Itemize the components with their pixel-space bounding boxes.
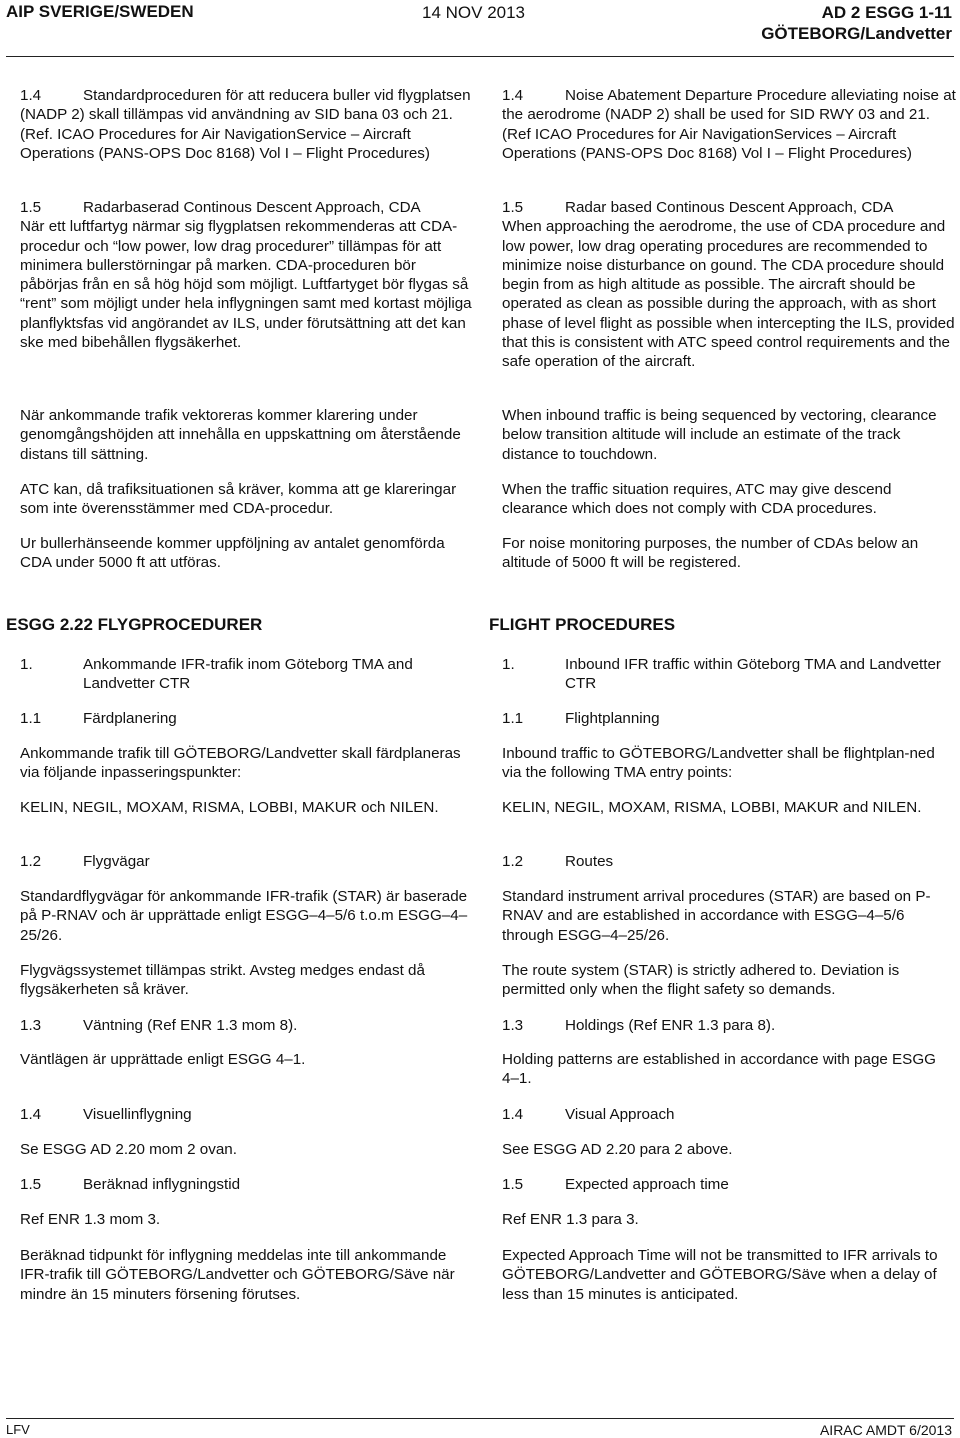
paragraph-ref-en: Ref ENR 1.3 para 3.: [502, 1211, 639, 1228]
paragraph-star-en: Standard instrument arrival procedures (STAR) are based on P-RNAV and are established in accordance with ESGG–4–5/6 through ESGG–4–25/26.: [502, 888, 931, 944]
paragraph-1-4-sv: 1.4 Standardproceduren för att reducera buller vid flygplatsen (NADP 2) skall tillämpas vid användning av SID bana 03 och 21.(Ref. ICAO Procedures for Air NavigationService – Aircraft Operations (PANS-OPS Doc 8168) Vol I – Flight Procedures): [20, 87, 471, 162]
paragraph-ref-sv: Ref ENR 1.3 mom 3.: [20, 1211, 161, 1228]
paragraph-1-5-body-sv: När ett luftfartyg närmar sig flygplatsen rekommenderas att CDA-procedur och “low power, low drag procedurer” tillämpas för att minimera bullerstörningar på marken. CDA-proceduren bör påbörjas från en så hög höjd som möjligt. Luftfartyget bör flygas så “rent” som möjligt under hela inflygningen samt med kortast möjliga planflyktsfas vid angörandet av ILS, under förutsättning att det kan ske med bibehållen flygsäkerhet.: [20, 218, 472, 352]
paragraph-vector-en: When inbound traffic is being sequenced by vectoring, clearance below transition altitude will include an estimate of the track distance to touchdown.: [502, 407, 937, 463]
paragraph-eat-en: Expected Approach Time will not be transmitted to IFR arrivals to GÖTEBORG/Landvetter and GÖTEBORG/Säve when a delay of less than 15 minutes is anticipated.: [502, 1247, 938, 1303]
publication-date: 14 NOV 2013: [422, 3, 526, 22]
paragraph-entry-points-sv: KELIN, NEGIL, MOXAM, RISMA, LOBBI, MAKUR och NILEN.: [20, 799, 439, 816]
swedish-section-1-4: [20, 86, 475, 163]
paragraph-strict-sv: Flygvägssystemet tillämpas strikt. Avsteg medges endast då flygsäkerheten så kräver.: [20, 962, 425, 999]
paragraph-noise-sv: Ur bullerhänseende kommer uppföljning av antalet genomförda CDA under 5000 ft att utföras.: [20, 535, 445, 572]
paragraph-visual-sv: Se ESGG AD 2.20 mom 2 ovan.: [20, 1141, 237, 1158]
section-heading-en: FLIGHT PROCEDURES: [489, 615, 676, 634]
paragraph-flightplan-en: Inbound traffic to GÖTEBORG/Landvetter shall be flightplan-ned via the following TMA entry points:: [502, 745, 935, 782]
paragraph-visual-en: See ESGG AD 2.20 para 2 above.: [502, 1141, 733, 1158]
item-1-sv: 1. Ankommande IFR-trafik inom Göteborg TMA and Landvetter CTR: [20, 656, 413, 693]
page-identifier: [761, 2, 952, 44]
publisher-name: LFV: [6, 1422, 30, 1437]
footer-divider: [6, 1418, 954, 1419]
item-1-1-sv: 1.1 Färdplanering: [20, 710, 177, 727]
item-1-5-sv: 1.5 Beräknad inflygningstid: [20, 1176, 241, 1193]
paragraph-atc-sv: ATC kan, då trafiksituationen så kräver, komma att ge klareringar som inte överensstämmer med CDA-procedur.: [20, 481, 457, 518]
item-1-4-sv: 1.4 Visuellinflygning: [20, 1106, 192, 1123]
paragraph-star-sv: Standardflygvägar för ankommande IFR-trafik (STAR) är baserade på P-RNAV och är upprättade enligt ESGG–4–5/6 t.o.m ESGG–4–25/26.: [20, 888, 468, 944]
page-number: AD 2 ESGG 1-11: [821, 3, 952, 22]
paragraph-holding-en: Holding patterns are established in accordance with page ESGG 4–1.: [502, 1051, 936, 1088]
paragraph-1-5-title-en: 1.5 Radar based Continous Descent Approach, CDA: [502, 199, 894, 216]
paragraph-strict-en: The route system (STAR) is strictly adhered to. Deviation is permitted only when the flight safety so demands.: [502, 962, 900, 999]
item-1-1-en: 1.1 Flightplanning: [502, 710, 660, 727]
header-divider: [6, 56, 954, 57]
page-header: [0, 0, 960, 60]
aerodrome-name: GÖTEBORG/Landvetter: [761, 24, 952, 43]
publication-title: AIP SVERIGE/SWEDEN: [6, 2, 194, 21]
paragraph-noise-en: For noise monitoring purposes, the number of CDAs below an altitude of 5000 ft will be registered.: [502, 535, 919, 572]
english-section-1-4: [502, 86, 957, 163]
section-heading-sv: ESGG 2.22 FLYGPROCEDURER: [6, 615, 263, 634]
paragraph-1-5-body-en: When approaching the aerodrome, the use of CDA procedure and low power, low drag operating procedures are recommended to minimize noise disturbance on gound. The CDA procedure should begin from as high altitude as possible. The aircraft should be operated as clean as possible during the approach, with as short phase of level flight as possible when intercepting the ILS, provided that this is consistent with ATC speed control requirements and the safe operation of the aircraft.: [502, 218, 955, 371]
english-section-1-5: [502, 198, 957, 372]
paragraph-1-5-title-sv: 1.5 Radarbaserad Continous Descent Approach, CDA: [20, 199, 421, 216]
item-1-3-en: 1.3 Holdings (Ref ENR 1.3 para 8).: [502, 1017, 776, 1034]
paragraph-flightplan-sv: Ankommande trafik till GÖTEBORG/Landvetter skall färdplaneras via följande inpasseringspunkter:: [20, 745, 461, 782]
paragraph-atc-en: When the traffic situation requires, ATC may give descend clearance which does not comply with CDA procedures.: [502, 481, 892, 518]
paragraph-holding-sv: Väntlägen är upprättade enligt ESGG 4–1.: [20, 1051, 306, 1068]
paragraph-1-4-en: 1.4 Noise Abatement Departure Procedure alleviating noise at the aerodrome (NADP 2) shall be used for SID RWY 03 and 21. (Ref ICAO Procedures for Air NavigationServices – Aircraft Operations (PANS-OPS Doc 8168) Vol I – Flight Procedures): [502, 87, 956, 162]
amendment-identifier: AIRAC AMDT 6/2013: [819, 1422, 952, 1438]
paragraph-entry-points-en: KELIN, NEGIL, MOXAM, RISMA, LOBBI, MAKUR and NILEN.: [502, 799, 922, 816]
item-1-en: 1. Inbound IFR traffic within Göteborg TMA and Landvetter CTR: [502, 656, 941, 693]
item-1-5-en: 1.5 Expected approach time: [502, 1176, 729, 1193]
item-1-3-sv: 1.3 Väntning (Ref ENR 1.3 mom 8).: [20, 1017, 298, 1034]
swedish-section-1-5: [20, 198, 475, 352]
item-1-2-en: 1.2 Routes: [502, 853, 614, 870]
item-1-2-sv: 1.2 Flygvägar: [20, 853, 150, 870]
paragraph-vector-sv: När ankommande trafik vektoreras kommer klarering under genomgångshöjden att innehålla en uppskattning om återstående distans till sättning.: [20, 407, 461, 463]
paragraph-eat-sv: Beräknad tidpunkt för inflygning meddelas inte till ankommande IFR-trafik till GÖTEBORG/Landvetter och GÖTEBORG/Säve när mindre än 15 minuters försening förutses.: [20, 1247, 455, 1303]
item-1-4-en: 1.4 Visual Approach: [502, 1106, 675, 1123]
